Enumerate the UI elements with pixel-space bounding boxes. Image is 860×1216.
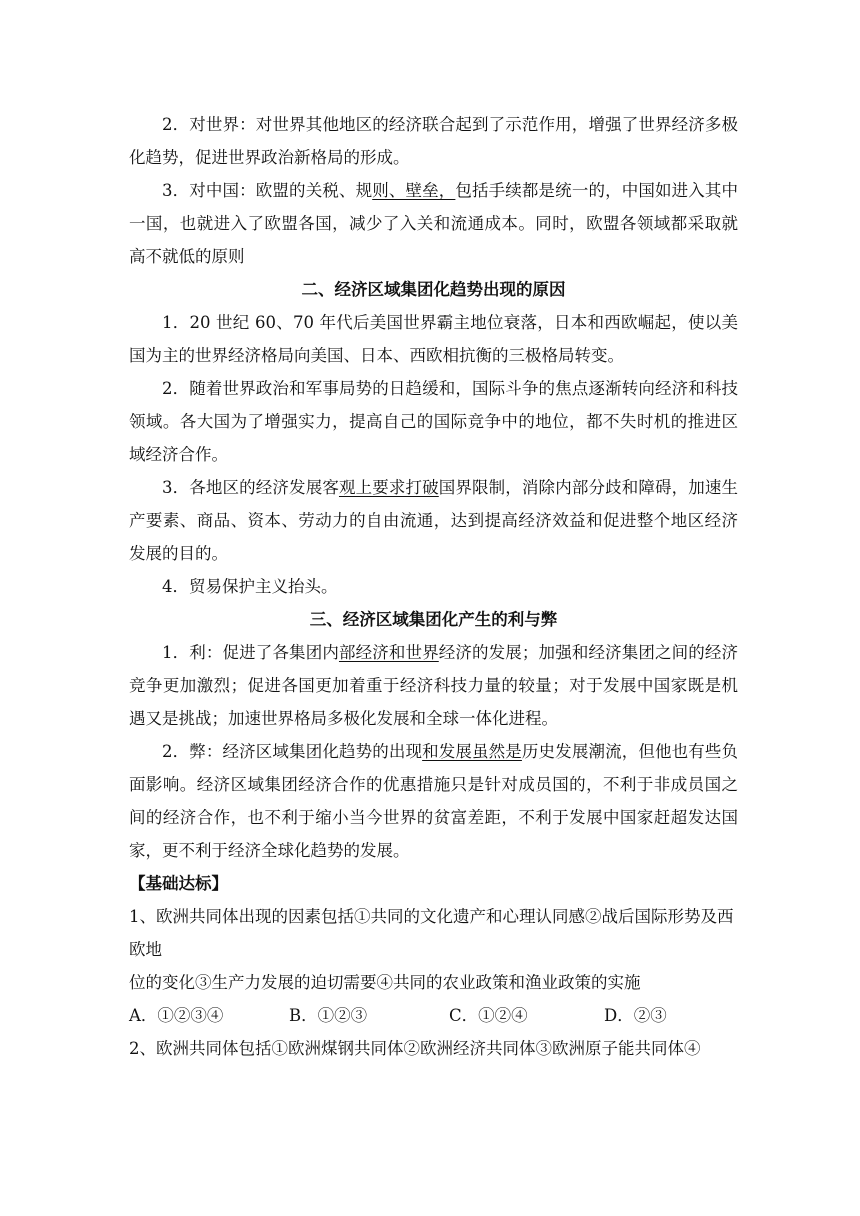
paragraph-text: 包括手续都是统一的，中国如进入其中一国，也就进入了欧盟各国，减少了入关和流通成本。同时，欧盟各领域都采取就高不就低的原则 [129,181,739,266]
paragraph-cause-1 [129,306,738,372]
paragraph-world-impact [129,108,738,174]
question-2-stem-line-1: 2、欧洲共同体包括①欧洲煤钢共同体②欧洲经济共同体③欧洲原子能共同体④ [129,1039,701,1058]
paragraph-text: 1．利：促进了各集团内 [162,643,339,662]
paragraph-china-impact [129,174,738,273]
paragraph-text: 3．各地区的经济发展客 [162,478,339,497]
option-b: B．①②③ [289,1006,368,1025]
option-a: A．①②③④ [129,1006,224,1025]
paragraph-cause-4 [129,570,738,603]
paragraph-text: 2．随着世界政治和军事局势的日趋缓和，国际斗争的焦点逐渐转向经济和科技领域。各大国为了增强实力，提高自己的国际竞争中的地位，都不失时机的推进区域经济合作。 [129,379,738,464]
heading-causes: 二、经济区域集团化趋势出现的原因 [301,280,566,299]
underlined-text: 观上要求打破 [338,478,439,497]
paragraph-cause-2 [129,372,738,471]
underlined-text: 则、壁垒， [372,181,456,200]
paragraph-cons [129,735,738,867]
underlined-text: 部经济和世界 [338,643,439,662]
question-1-stem-line-2: 位的变化③生产力发展的迫切需要④共同的农业政策和渔业政策的实施 [129,973,641,992]
paragraph-text: 1．20 世纪 60、70 年代后美国世界霸主地位衰落，日本和西欧崛起，使以美国为主的世界经济格局向美国、日本、西欧相抗衡的三极格局转变。 [129,313,738,365]
paragraph-text: 经济的发展；加强和经济集团之间的经济竞争更加激烈；促进各国更加着重于经济科技力量的较量；对于发展中国家既是机遇又是挑战；加速世界格局多极化发展和全球一体化进程。 [129,643,739,728]
option-c: C．①②④ [449,1006,528,1025]
paragraph-text: 2．弊：经济区域集团化趋势的出现 [162,742,423,761]
paragraph-cause-3 [129,471,738,570]
paragraph-text: 4．贸易保护主义抬头。 [162,577,338,596]
question-1-stem-line-1: 1、欧洲共同体出现的因素包括①共同的文化遗产和心理认同感②战后国际形势及西欧地 [129,907,734,959]
question-1-options [129,999,738,1032]
paragraph-text: 国界限制，消除内部分歧和障碍，加速生产要素、商品、资本、劳动力的自由流通，达到提高经济效益和促进整个地区经济发展的目的。 [129,478,739,563]
underlined-text: 和发展虽然是 [422,742,522,761]
paragraph-text: 历史发展潮流，但他也有些负面影响。经济区域集团经济合作的优惠措施只是针对成员国的，不利于非成员国之间的经济合作，也不利于缩小当今世界的贫富差距，不利于发展中国家赶超发达国家，更不利于经济全球化趋势的发展。 [129,742,739,860]
paragraph-pros [129,636,738,735]
paragraph-text: 2．对世界：对世界其他地区的经济联合起到了示范作用，增强了世界经济多极化趋势，促进世界政治新格局的形成。 [129,115,738,167]
paragraph-text: 3．对中国：欧盟的关税、规 [162,181,373,200]
section-basic-practice: 【基础达标】 [129,874,228,893]
option-d: D．②③ [604,1006,667,1025]
heading-pros-cons: 三、经济区域集团化产生的利与弊 [309,610,558,629]
